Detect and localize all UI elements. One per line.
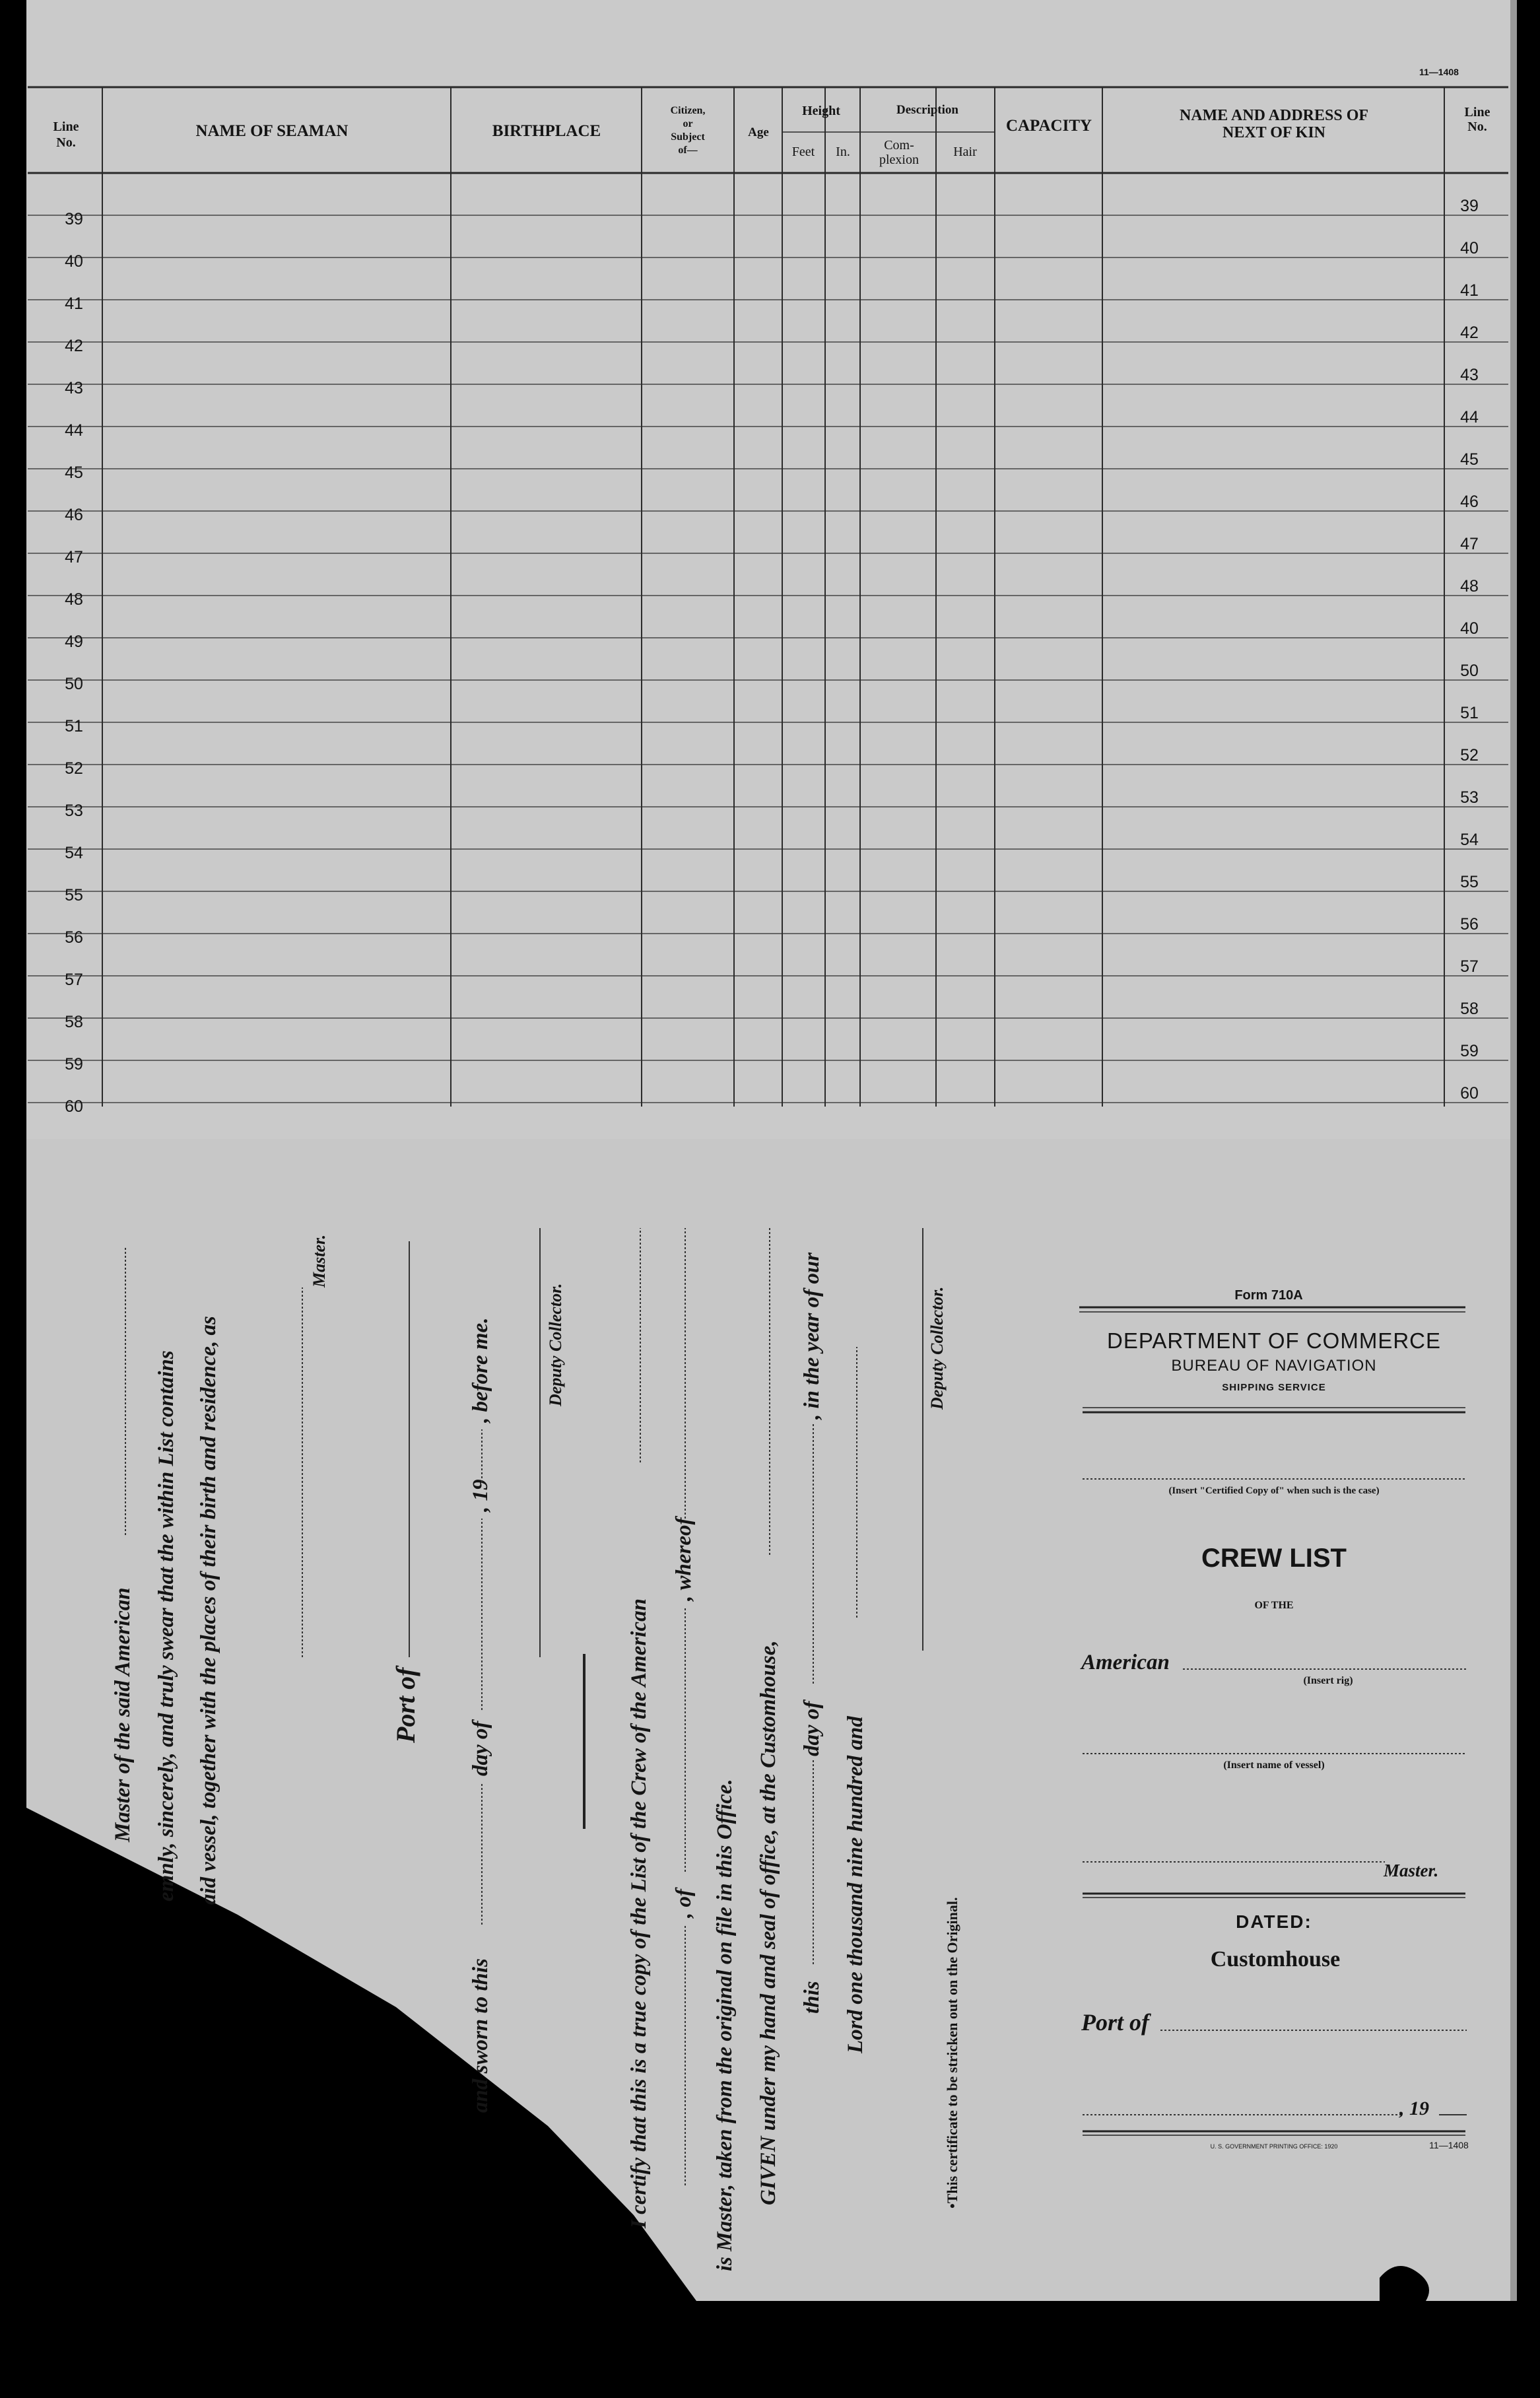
- header-name-of-seaman: NAME OF SEAMAN: [195, 122, 349, 140]
- certificate-line-5a: this: [800, 1981, 824, 2014]
- header-citizen: Subject: [671, 131, 705, 143]
- header-complexion-2: plexion: [879, 153, 919, 167]
- form-code-top: 11—1408: [1419, 67, 1459, 77]
- line-number-left: 45: [65, 463, 83, 482]
- certificate-line-5b: day of: [800, 1701, 824, 1756]
- line-number-left: 43: [65, 379, 83, 397]
- line-number-right: 55: [1460, 873, 1479, 891]
- cover-year: , 19: [1399, 2098, 1429, 2119]
- header-complexion: Com-: [884, 138, 914, 153]
- line-number-right: 56: [1460, 915, 1479, 934]
- header-citizen: Citizen,: [670, 105, 706, 116]
- line-number-left: 52: [65, 759, 83, 778]
- line-number-left: 60: [65, 1097, 83, 1116]
- header-height: Height: [802, 104, 840, 118]
- line-number-left: 47: [65, 548, 83, 566]
- service: SHIPPING SERVICE: [1222, 1382, 1326, 1393]
- page-edge-shadow: [1510, 0, 1517, 2301]
- header-citizen: or: [683, 118, 693, 129]
- line-number-left: 53: [65, 802, 83, 820]
- cover-port-of: Port of: [1081, 2009, 1149, 2036]
- header-inches: In.: [836, 145, 850, 159]
- line-number-left: 54: [65, 844, 83, 862]
- header-age: Age: [748, 125, 769, 139]
- line-number-right: 39: [1460, 197, 1479, 215]
- cover-form-code: 11—1408: [1429, 2140, 1469, 2150]
- oath-port-of: Port of: [391, 1667, 420, 1743]
- line-number-right: 47: [1460, 535, 1479, 553]
- american-label: American: [1081, 1651, 1170, 1674]
- line-number-left: 42: [65, 337, 83, 355]
- oath-line-2: emnly, sincerely, and truly swear that the within List contains: [154, 1350, 178, 1901]
- paper-upper: [26, 0, 1517, 1139]
- certificate-line-2b: , whereof: [672, 1517, 696, 1601]
- sworn-text-b: day of: [469, 1721, 492, 1776]
- customhouse-label: Customhouse: [1210, 1947, 1341, 1971]
- line-number-left: 41: [65, 294, 83, 313]
- header-line-no: Line: [53, 120, 79, 134]
- line-number-left: 56: [65, 928, 83, 947]
- header-line-no-right-2: No.: [1467, 120, 1487, 134]
- line-number-right: 52: [1460, 746, 1479, 765]
- header-line-no-2: No.: [56, 135, 76, 150]
- line-number-right: 44: [1460, 408, 1479, 427]
- crew-list-title: CREW LIST: [1201, 1544, 1347, 1573]
- line-number-left: 40: [65, 252, 83, 271]
- line-number-left: 46: [65, 506, 83, 524]
- header-citizen: of—: [678, 145, 698, 156]
- line-number-right: 43: [1460, 366, 1479, 384]
- line-number-right: 42: [1460, 324, 1479, 342]
- header-next-of-kin-2: NEXT OF KIN: [1222, 124, 1326, 141]
- line-number-right: 51: [1460, 704, 1479, 722]
- oath-line-3: aid vessel, together with the places of their birth and residence, as: [197, 1316, 220, 1905]
- line-number-left: 39: [65, 210, 83, 228]
- form-number: Form 710A: [1234, 1288, 1303, 1303]
- line-number-right: 58: [1460, 1000, 1479, 1018]
- cover-master: Master.: [1384, 1861, 1439, 1880]
- certificate-footnote: •This certificate to be stricken out on the Original.: [944, 1897, 960, 2209]
- certificate-line-1: I certify that this is a true copy of the List of the Crew of the American: [627, 1598, 651, 2228]
- line-number-right: 60: [1460, 1084, 1479, 1103]
- header-line-no-right: Line: [1464, 105, 1490, 120]
- line-number-left: 51: [65, 717, 83, 736]
- line-number-right: 48: [1460, 577, 1479, 596]
- line-number-left: 50: [65, 675, 83, 693]
- header-description: Description: [896, 103, 958, 117]
- oath-line-1: Master of the said American: [111, 1587, 135, 1842]
- line-number-right: 41: [1460, 281, 1479, 300]
- header-capacity: CAPACITY: [1005, 117, 1092, 135]
- line-number-right: 40: [1460, 619, 1479, 638]
- line-number-left: 59: [65, 1055, 83, 1074]
- line-number-right: 40: [1460, 239, 1479, 257]
- line-number-right: 50: [1460, 662, 1479, 680]
- line-number-right: 45: [1460, 450, 1479, 469]
- master-label: Master.: [310, 1234, 329, 1287]
- line-number-left: 57: [65, 971, 83, 989]
- header-feet: Feet: [791, 145, 815, 159]
- bureau: BUREAU OF NAVIGATION: [1171, 1357, 1377, 1375]
- dated-label: DATED:: [1236, 1911, 1312, 1932]
- sworn-text-a: and sworn to this: [469, 1958, 492, 2113]
- deputy-collector-1: Deputy Collector.: [546, 1283, 565, 1406]
- line-number-right: 57: [1460, 957, 1479, 976]
- header-birthplace: BIRTHPLACE: [492, 122, 601, 140]
- line-number-left: 48: [65, 590, 83, 609]
- certificate-line-2a: , of: [672, 1889, 696, 1918]
- line-number-left: 49: [65, 633, 83, 651]
- deputy-collector-2: Deputy Collector.: [927, 1286, 947, 1410]
- certificate-line-5c: , in the year of our: [800, 1252, 824, 1420]
- insert-vessel-name: (Insert name of vessel): [1223, 1760, 1325, 1771]
- printer-imprint: U. S. GOVERNMENT PRINTING OFFICE: 1920: [1210, 2143, 1338, 2150]
- department: DEPARTMENT OF COMMERCE: [1106, 1328, 1442, 1353]
- sworn-text-c: , 19: [469, 1479, 492, 1512]
- header-hair: Hair: [953, 145, 977, 159]
- line-number-right: 59: [1460, 1042, 1479, 1060]
- insert-certified-copy: (Insert "Certified Copy of" when such is the case): [1168, 1486, 1380, 1496]
- header-next-of-kin: NAME AND ADDRESS OF: [1179, 107, 1369, 124]
- line-number-left: 55: [65, 886, 83, 905]
- line-number-right: 53: [1460, 788, 1479, 807]
- certificate-line-6: Lord one thousand nine hundred and: [844, 1716, 867, 2053]
- line-number-right: 46: [1460, 493, 1479, 511]
- sworn-text-d: , before me.: [469, 1317, 492, 1423]
- line-number-left: 58: [65, 1013, 83, 1031]
- line-number-left: 44: [65, 421, 83, 440]
- insert-rig: (Insert rig): [1303, 1675, 1353, 1686]
- certificate-line-3: is Master, taken from the original on file in this Office.: [713, 1779, 737, 2271]
- line-number-right: 54: [1460, 831, 1479, 849]
- of-the: OF THE: [1254, 1600, 1294, 1611]
- certificate-line-4: GIVEN under my hand and seal of office, at the Customhouse,: [756, 1640, 780, 2205]
